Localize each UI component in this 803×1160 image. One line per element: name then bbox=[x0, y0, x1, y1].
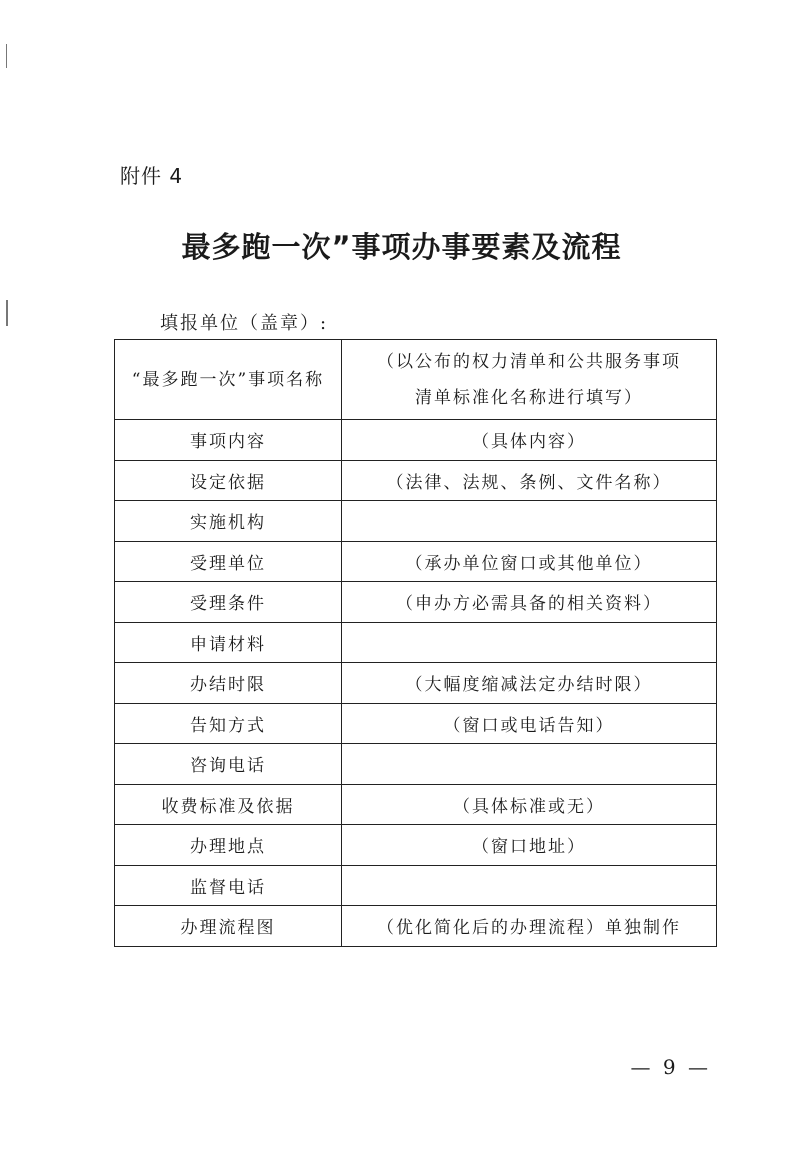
row-label: 咨询电话 bbox=[115, 744, 342, 785]
table-row bbox=[115, 420, 717, 461]
row-label: 受理条件 bbox=[115, 582, 342, 623]
requirements-table bbox=[114, 339, 717, 947]
row-description bbox=[342, 541, 717, 582]
row-description bbox=[342, 906, 717, 947]
row-label: 办理流程图 bbox=[115, 906, 342, 947]
row-description bbox=[342, 340, 717, 420]
table-row bbox=[115, 825, 717, 866]
row-description bbox=[342, 825, 717, 866]
table-row bbox=[115, 582, 717, 623]
attachment-label: 附件 4 bbox=[120, 164, 184, 188]
table-row bbox=[115, 784, 717, 825]
row-label: 收费标准及依据 bbox=[115, 784, 342, 825]
table-row bbox=[115, 622, 717, 663]
description-line: （优化简化后的办理流程）单独制作 bbox=[377, 918, 681, 939]
description-line: （申办方必需具备的相关资料） bbox=[396, 594, 662, 615]
row-label: 事项内容 bbox=[115, 420, 342, 461]
description-line: （窗口地址） bbox=[472, 837, 586, 858]
table-row bbox=[115, 501, 717, 542]
row-description bbox=[342, 460, 717, 501]
row-description bbox=[342, 622, 717, 663]
row-label: “最多跑一次”事项名称 bbox=[115, 340, 342, 420]
row-label: 办理地点 bbox=[115, 825, 342, 866]
row-description bbox=[342, 420, 717, 461]
description-line: （法律、法规、条例、文件名称） bbox=[386, 472, 672, 493]
fill-unit-label: 填报单位（盖章）: bbox=[160, 313, 329, 334]
table-row bbox=[115, 663, 717, 704]
table-row bbox=[115, 340, 717, 420]
scan-mark bbox=[6, 300, 8, 326]
description-line: （窗口或电话告知） bbox=[443, 715, 615, 736]
row-description bbox=[342, 582, 717, 623]
row-description bbox=[342, 501, 717, 542]
table-row bbox=[115, 865, 717, 906]
page-number: — 9 — bbox=[630, 1055, 711, 1079]
description-line: （大幅度缩减法定办结时限） bbox=[405, 675, 653, 696]
description-line: （具体标准或无） bbox=[453, 796, 605, 817]
row-label: 设定依据 bbox=[115, 460, 342, 501]
row-label: 监督电话 bbox=[115, 865, 342, 906]
row-label: 申请材料 bbox=[115, 622, 342, 663]
row-label: 办结时限 bbox=[115, 663, 342, 704]
table-row bbox=[115, 460, 717, 501]
row-description bbox=[342, 865, 717, 906]
description-line: （具体内容） bbox=[472, 432, 586, 453]
row-label: 受理单位 bbox=[115, 541, 342, 582]
row-description bbox=[342, 744, 717, 785]
document-title: 最多跑一次”事项办事要素及流程 bbox=[181, 230, 622, 264]
scan-mark bbox=[6, 44, 7, 68]
table-row bbox=[115, 744, 717, 785]
table-row bbox=[115, 541, 717, 582]
row-label: 告知方式 bbox=[115, 703, 342, 744]
table-row bbox=[115, 703, 717, 744]
row-label: 实施机构 bbox=[115, 501, 342, 542]
description-line: （以公布的权力清单和公共服务事项 bbox=[377, 351, 681, 372]
row-description bbox=[342, 663, 717, 704]
table-row bbox=[115, 906, 717, 947]
row-description bbox=[342, 703, 717, 744]
description-line: （承办单位窗口或其他单位） bbox=[405, 553, 653, 574]
row-description bbox=[342, 784, 717, 825]
description-line: 清单标准化名称进行填写） bbox=[415, 387, 643, 408]
